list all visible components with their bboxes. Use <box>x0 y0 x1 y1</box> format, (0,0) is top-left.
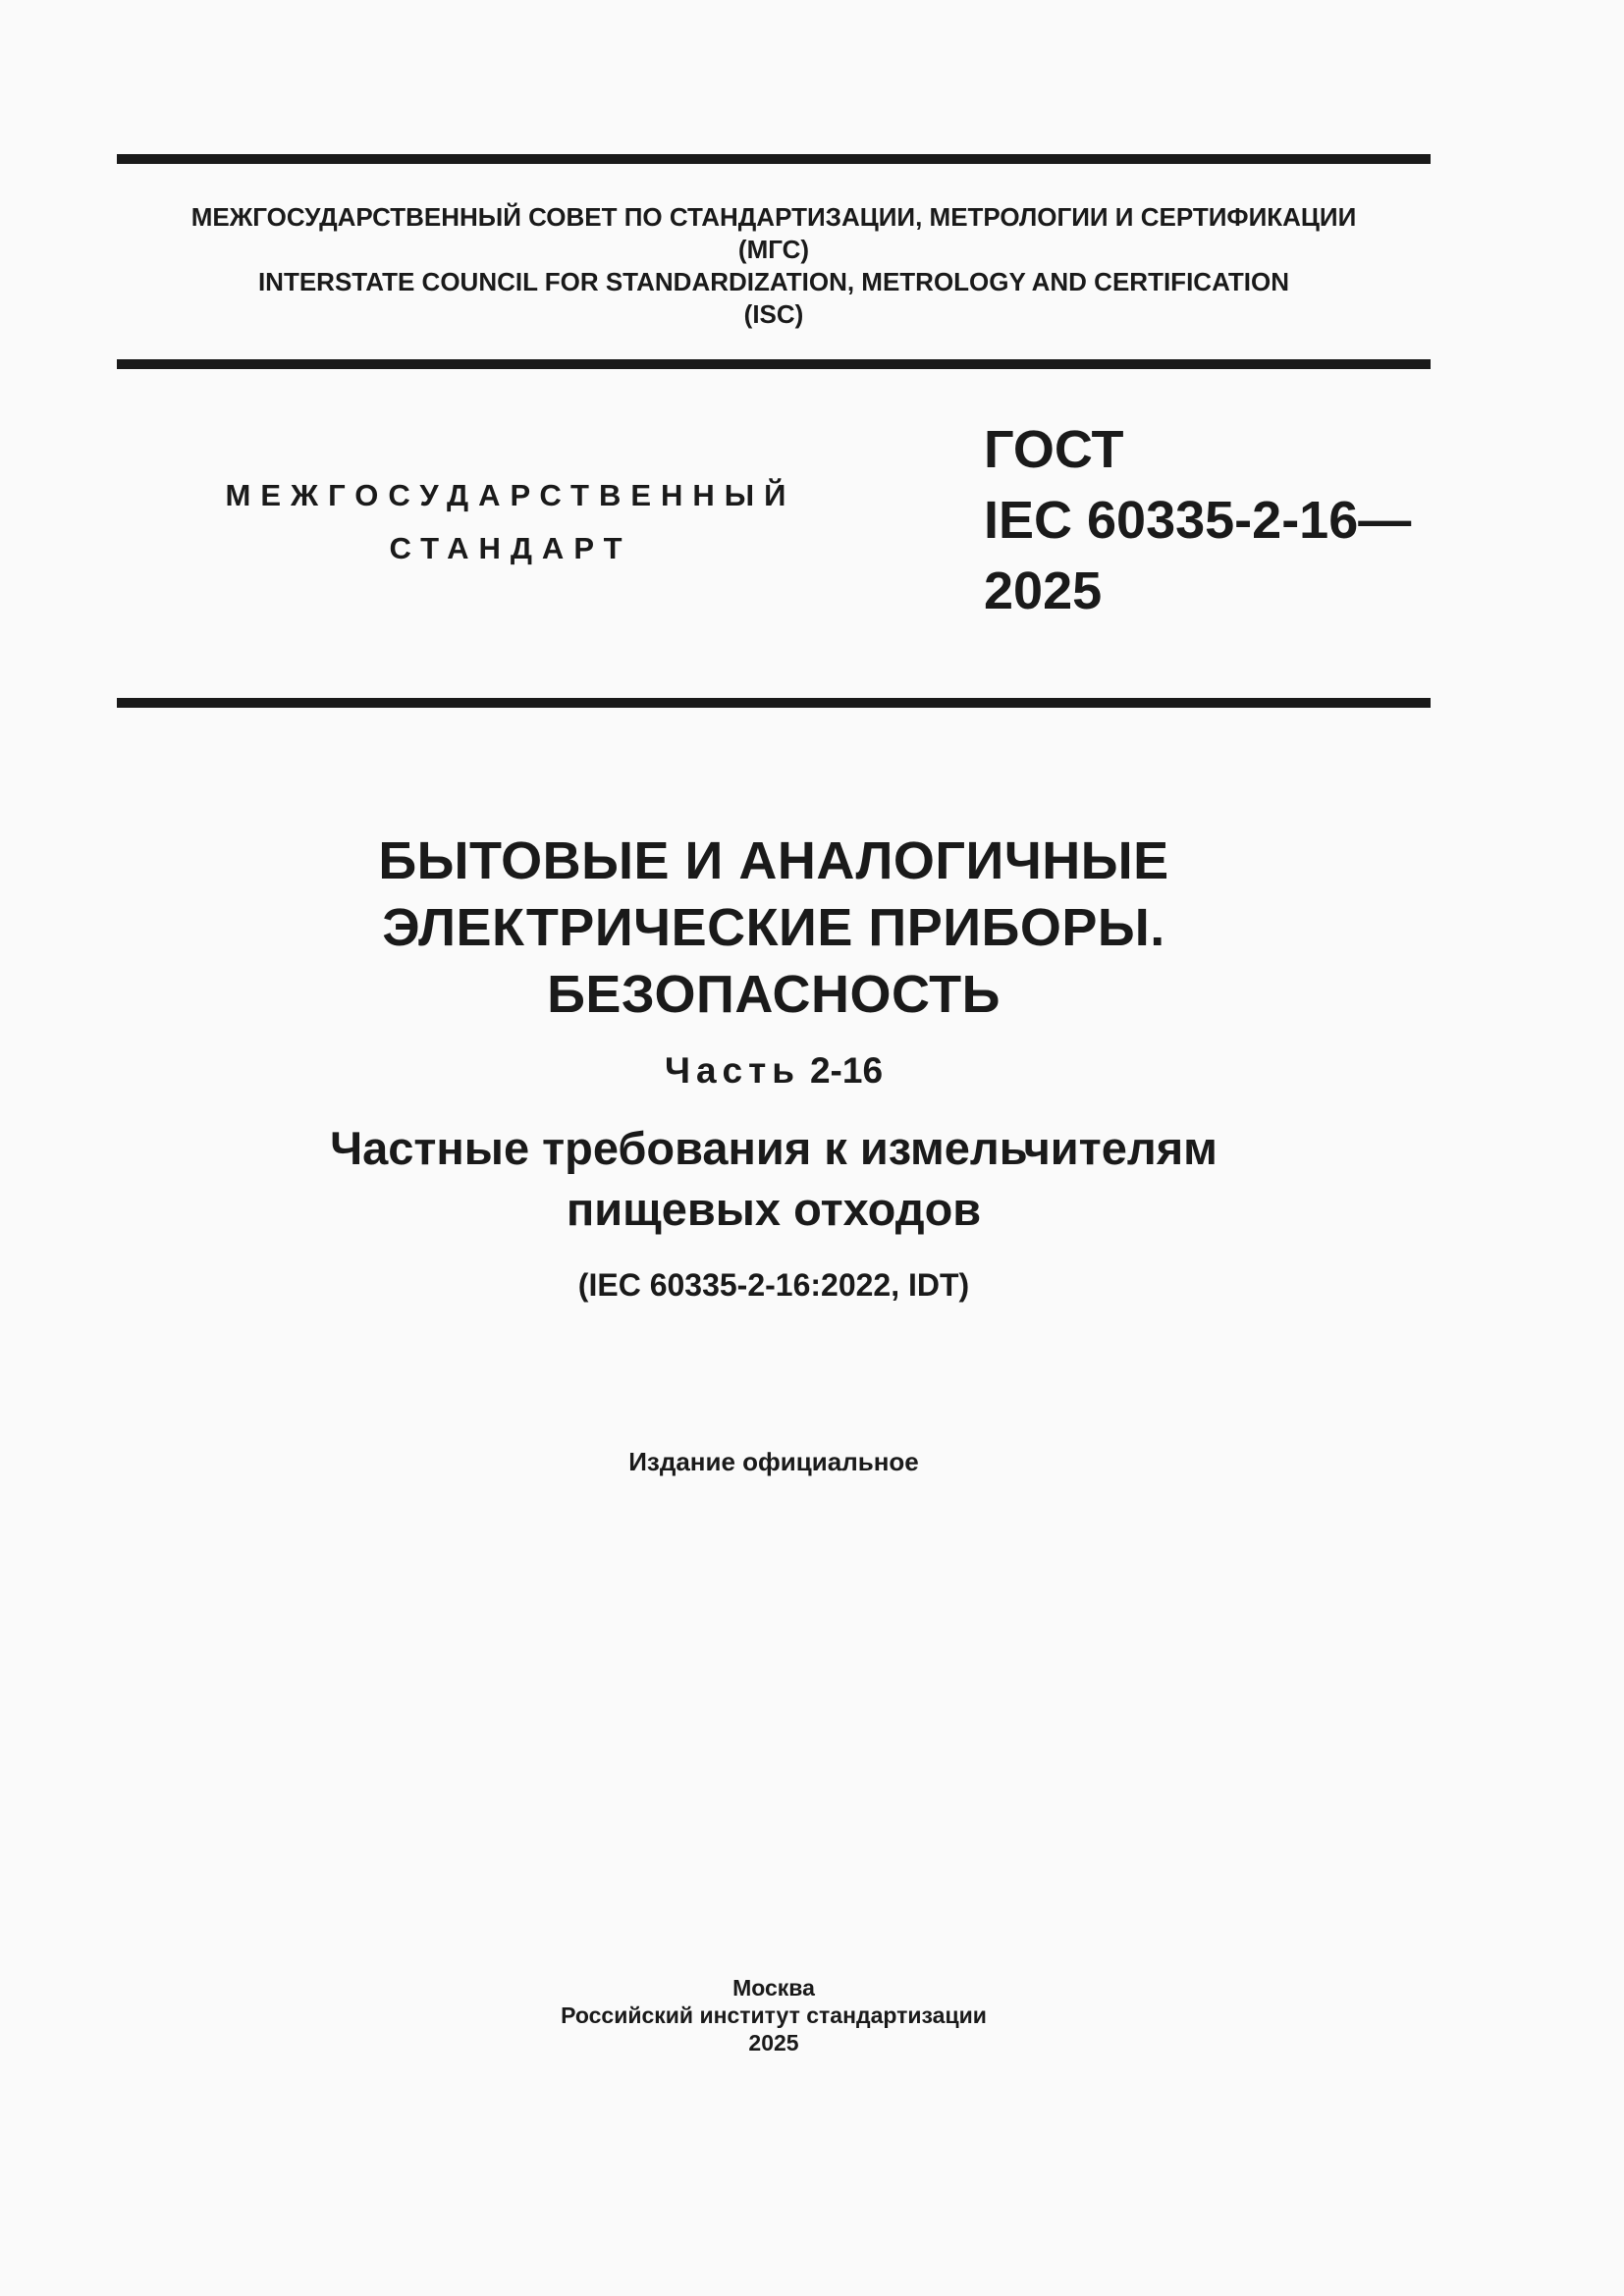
subtitle-line2: пищевых отходов <box>566 1183 982 1235</box>
designation-line3: 2025 <box>984 561 1103 620</box>
part-number: 2-16 <box>809 1050 884 1091</box>
subtitle-line1: Частные требования к измельчителям <box>330 1122 1218 1174</box>
standard-type <box>157 469 864 575</box>
imprint-publisher: Российский институт стандартизации <box>561 2002 987 2028</box>
imprint-city: Москва <box>732 1975 815 2001</box>
edition-label: Издание официальное <box>628 1447 919 1476</box>
subtitle <box>117 1118 1431 1240</box>
imprint <box>117 1974 1431 2056</box>
standard-type-line2: СТАНДАРТ <box>389 531 632 565</box>
part-word: Часть <box>664 1050 800 1091</box>
iec-reference: (IEC 60335-2-16:2022, IDT) <box>577 1267 970 1303</box>
council-name-ru: МЕЖГОСУДАРСТВЕННЫЙ СОВЕТ ПО СТАНДАРТИЗАЦИИ, МЕТРОЛОГИИ И СЕРТИФИКАЦИИ <box>190 202 1357 232</box>
part-label <box>117 1047 1431 1095</box>
council-header <box>117 201 1431 331</box>
main-title-line2: ЭЛЕКТРИЧЕСКИЕ ПРИБОРЫ. <box>382 898 1165 957</box>
imprint-year: 2025 <box>748 2030 799 2056</box>
main-title-line3: БЕЗОПАСНОСТЬ <box>547 965 1001 1024</box>
main-title <box>117 828 1431 1028</box>
council-name-en: INTERSTATE COUNCIL FOR STANDARDIZATION, METROLOGY AND CERTIFICATION <box>257 267 1290 296</box>
council-abbr-ru: (МГС) <box>737 235 810 264</box>
council-abbr-en: (ISC) <box>743 299 804 329</box>
designation-line1: ГОСТ <box>984 420 1124 479</box>
top-rule <box>117 154 1431 164</box>
middle-rule <box>117 359 1431 369</box>
designation-line2: IEC 60335-2-16— <box>984 491 1412 550</box>
standard-type-line1: МЕЖГОСУДАРСТВЕННЫЙ <box>225 478 796 512</box>
document-title-block <box>117 828 1431 1305</box>
standard-designation <box>984 414 1411 626</box>
main-title-line1: БЫТОВЫЕ И АНАЛОГИЧНЫЕ <box>378 831 1169 890</box>
bottom-rule <box>117 698 1431 708</box>
